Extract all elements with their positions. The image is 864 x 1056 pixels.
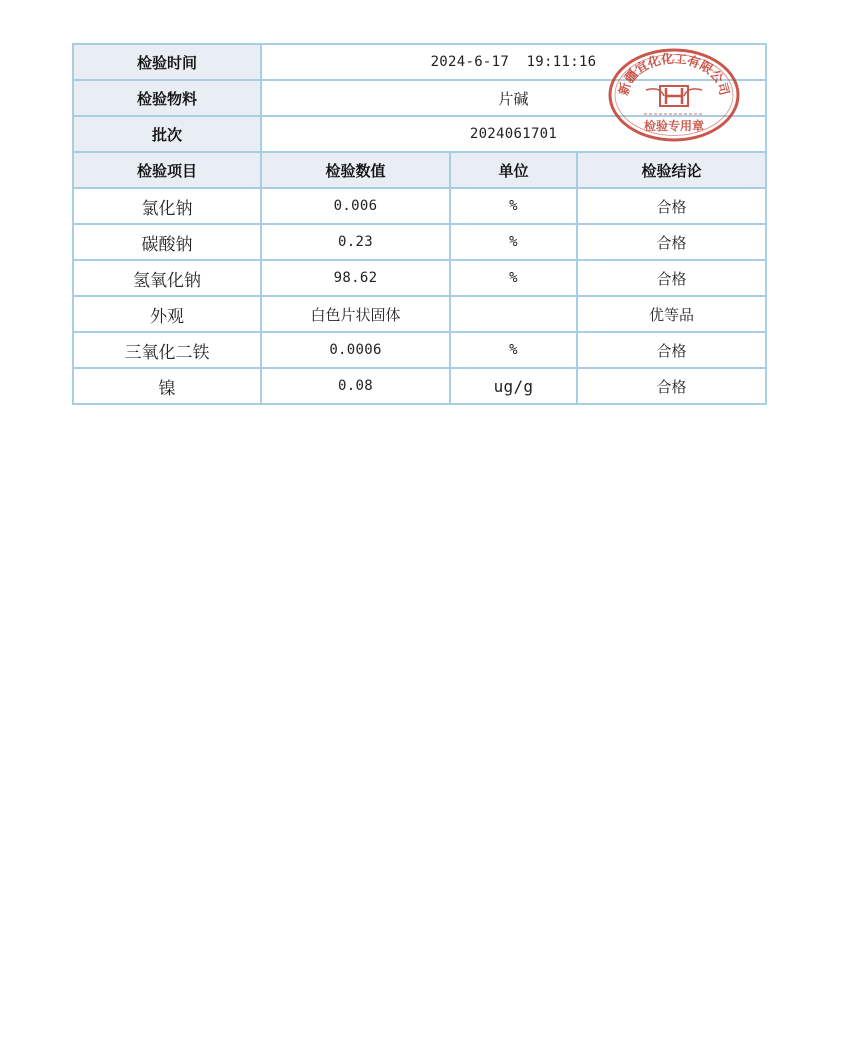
table-row	[73, 188, 766, 224]
batch-row	[73, 116, 766, 152]
row-result: 合格	[577, 260, 766, 296]
row-unit: %	[450, 332, 577, 368]
row-value: 0.08	[261, 368, 450, 404]
table-row	[73, 296, 766, 332]
inspection-material-label: 检验物料	[73, 80, 261, 116]
row-item: 三氧化二铁	[73, 332, 261, 368]
row-unit	[450, 296, 577, 332]
inspection-time-row	[73, 44, 766, 80]
row-unit: %	[450, 260, 577, 296]
row-value: 98.62	[261, 260, 450, 296]
table-row	[73, 224, 766, 260]
inspection-time-value: 2024-6-17 19:11:16	[261, 44, 766, 80]
row-result: 合格	[577, 188, 766, 224]
row-result: 合格	[577, 332, 766, 368]
row-item: 镍	[73, 368, 261, 404]
column-header-row	[73, 152, 766, 188]
row-result: 合格	[577, 224, 766, 260]
row-unit: %	[450, 188, 577, 224]
column-header-value: 检验数值	[261, 152, 450, 188]
table-row	[73, 368, 766, 404]
row-unit: %	[450, 224, 577, 260]
column-header-unit: 单位	[450, 152, 577, 188]
table-row	[73, 332, 766, 368]
batch-value: 2024061701	[261, 116, 766, 152]
row-value: 0.0006	[261, 332, 450, 368]
row-unit: ug/g	[450, 368, 577, 404]
row-item: 碳酸钠	[73, 224, 261, 260]
seal-company-name: 新疆宜化化工有限公司	[615, 50, 733, 97]
row-result: 合格	[577, 368, 766, 404]
row-value: 0.23	[261, 224, 450, 260]
inspection-material-row	[73, 80, 766, 116]
seal-purpose: 检验专用章	[643, 119, 705, 133]
column-header-result: 检验结论	[577, 152, 766, 188]
row-value: 白色片状固体	[261, 296, 450, 332]
row-item: 氢氧化钠	[73, 260, 261, 296]
inspection-report-table	[72, 43, 767, 405]
row-item: 氯化钠	[73, 188, 261, 224]
row-result: 优等品	[577, 296, 766, 332]
row-item: 外观	[73, 296, 261, 332]
inspection-material-value: 片碱	[261, 80, 766, 116]
column-header-item: 检验项目	[73, 152, 261, 188]
row-value: 0.006	[261, 188, 450, 224]
batch-label: 批次	[73, 116, 261, 152]
table-row	[73, 260, 766, 296]
inspection-time-label: 检验时间	[73, 44, 261, 80]
